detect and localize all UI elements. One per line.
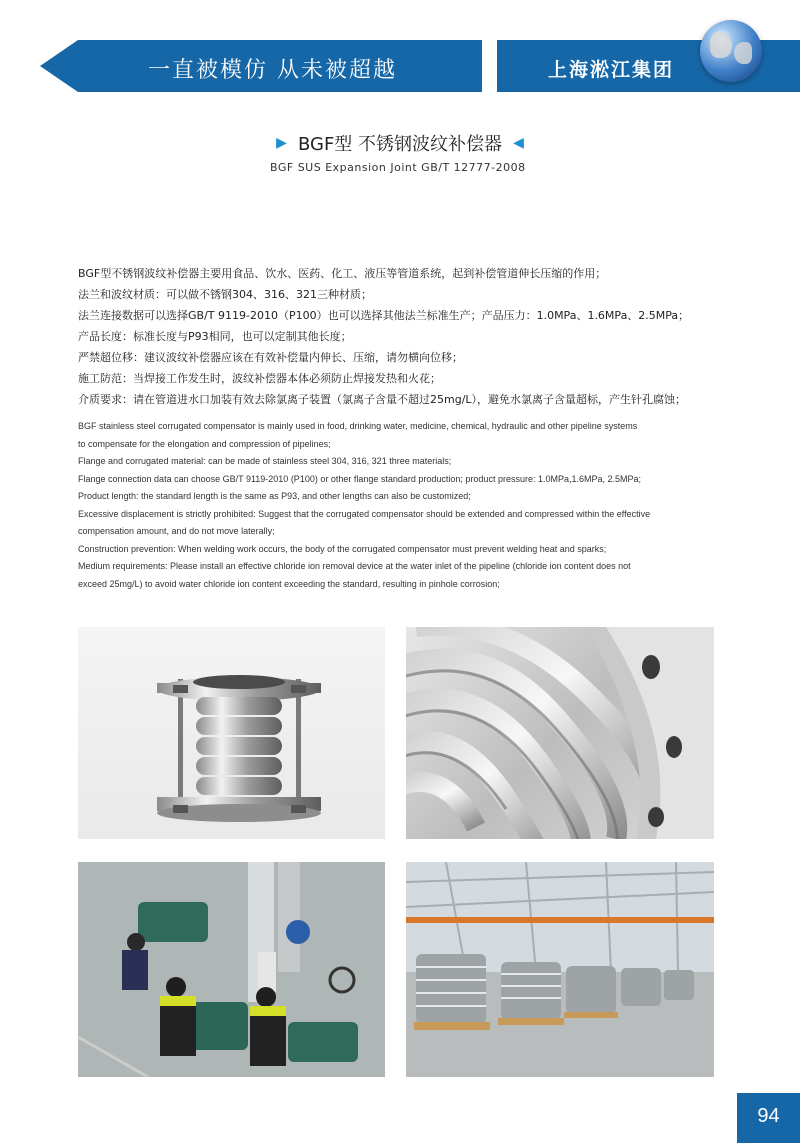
zh-line: 产品长度：标准长度与P93相同，也可以定制其他长度； [78, 330, 352, 343]
zh-line: 严禁超位移：建议波纹补偿器应该在有效补偿量内伸长、压缩，请勿横向位移； [78, 351, 463, 364]
description-en [78, 418, 728, 593]
installation-site-photo [78, 862, 385, 1077]
product-title: BGF型 不锈钢波纹补偿器 [297, 134, 503, 155]
warehouse-photo [406, 862, 714, 1077]
en-line: compensation amount, and do not move laterally; [78, 526, 275, 536]
en-line: exceed 25mg/L) to avoid water chloride ion content exceeding the standard, resulting in pinhole corrosion; [78, 578, 500, 589]
en-line: Excessive displacement is strictly prohibited: Suggest that the corrugated compensator should be extended and compressed within the effective [78, 508, 651, 519]
description-zh [78, 263, 728, 410]
en-line: BGF stainless steel corrugated compensator is mainly used in food, drinking water, medicine, chemical, hydraulic and other pipeline systems [78, 421, 638, 431]
zh-line: 介质要求：请在管道进水口加装有效去除氯离子装置（氯离子含量不超过25mg/L），避免水氯离子含量超标，产生针孔腐蚀； [78, 393, 687, 406]
en-line: to compensate for the elongation and compression of pipelines; [78, 438, 331, 449]
en-line: Construction prevention: When welding work occurs, the body of the corrugated compensator must prevent welding heat and sparks; [78, 543, 607, 554]
product-title-row [0, 130, 800, 156]
product-photo [78, 627, 385, 839]
arrow-left-icon: ◀ [513, 135, 524, 151]
zh-line: 法兰连接数据可以选择GB/T 9119-2010（P100）也可以选择其他法兰标准生产；产品压力：1.0MPa、1.6MPa、2.5MPa； [78, 309, 690, 322]
zh-line: BGF型不锈钢波纹补偿器主要用食品、饮水、医药、化工、液压等管道系统，起到补偿管道伸长压缩的作用； [78, 267, 607, 280]
en-line: Product length: the standard length is the same as P93, and other lengths can also be customized; [78, 491, 471, 501]
en-line: Medium requirements: Please install an effective chloride ion removal device at the water inlet of the pipeline (chloride ion content does not [78, 561, 631, 571]
zh-line: 法兰和波纹材质：可以做不锈钢304、316、321三种材质； [78, 288, 372, 301]
en-line: Flange and corrugated material: can be made of stainless steel 304, 316, 321 three materials; [78, 456, 452, 466]
company-name: 上海淞江集团 [548, 59, 675, 81]
zh-line: 施工防范：当焊接工作发生时，波纹补偿器本体必须防止焊接发热和火花； [78, 372, 441, 385]
bellows-closeup-photo [406, 627, 714, 839]
en-line: Flange connection data can choose GB/T 9119-2010 (P100) or other flange standard production; product pressure: 1.0MPa,1.6MPa, 2.5MPa; [78, 473, 642, 484]
arrow-right-icon: ▶ [276, 135, 287, 151]
product-subtitle: BGF SUS Expansion Joint GB/T 12777-2008 [270, 161, 526, 174]
globe-icon [700, 20, 762, 82]
slogan-text: 一直被模仿 从未被超越 [148, 58, 397, 83]
page-number: 94 [757, 1105, 780, 1127]
